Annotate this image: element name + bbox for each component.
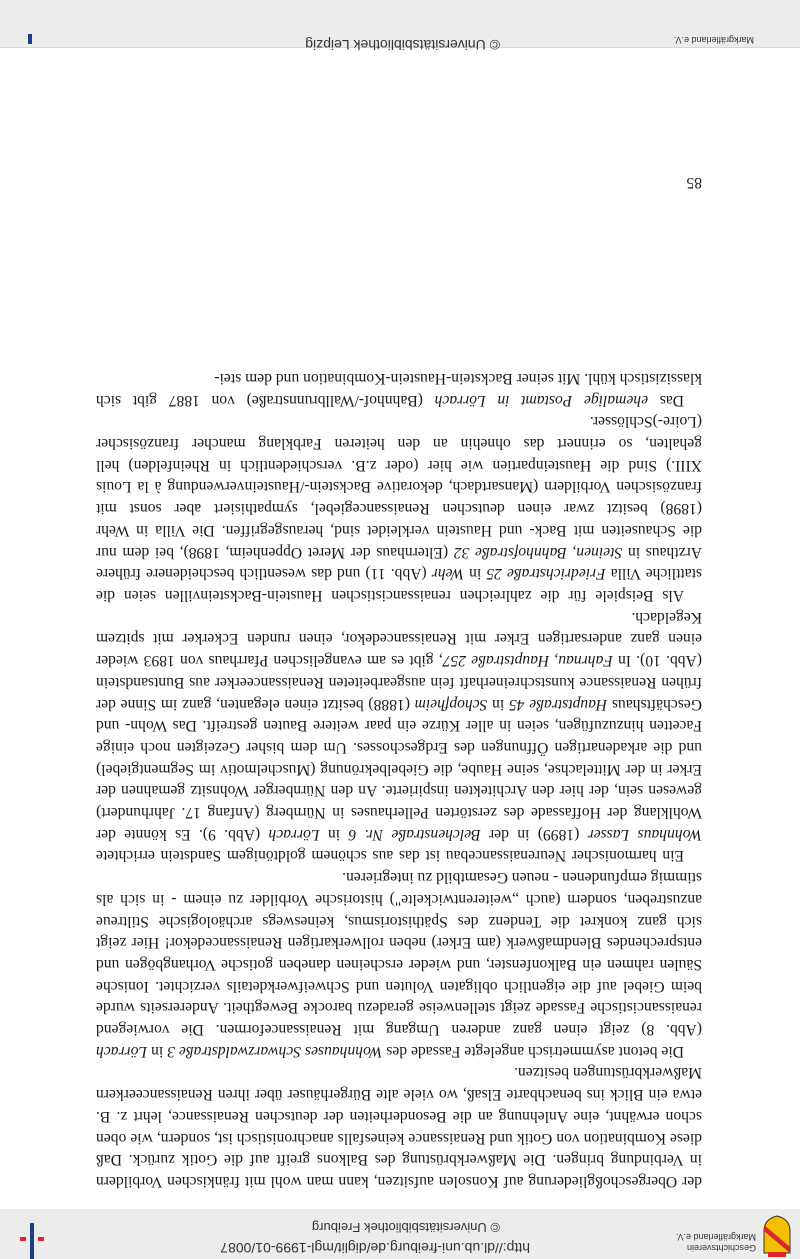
copyright-leipzig: © Universitätsbibliothek Leipzig (305, 37, 500, 53)
partner-name-line-2: Markgräflerland e.V. (675, 1232, 756, 1242)
document-body (96, 367, 702, 1192)
paragraph-5: Das ehemalige Postamt in Lörrach (Bahnhof-/Wallbrunnstraße) von 1887 gibt sich klassizistisch kühl. Mit seiner Backstein-Haustein-Kombination und dem stei- (95, 369, 702, 409)
header-bar (0, 1209, 800, 1259)
paragraph-2: Die betont asymmetrisch angelegte Fassade des Wohnhauses Schwarzwaldstraße 3 in Lörrach (Abb. 8) zeigt einen ganz anderen Umgang mit Renaissanceformen. Die vorwiegend renaissancistische Fassade zeigt stellenweise geradezu barocke Bewegtheit. Andererseits wurde beim Giebel auf die eigentlich obligaten Voluten und Schweifwerkdetails verzichtet. Ionische Säulen rahmen ein Balkonfenster, und wieder erscheinen daneben gotische Vorhangbögen und entsprechendes Blendmaßwerk (am Erker) neben rollwerkartigen Renaissancedekor! Hier zeigt sich ganz konkret die Tendenz des Späthistorismus, keineswegs archäologische Stiltreue anzustreben, sondern (auch „weiterentwickelte") historische Vorbilder zu einem - in sich als stimmig empfundenen - neuen Gesamtbild zu integrieren. (96, 869, 702, 1060)
page-number: 85 (686, 174, 702, 191)
scale-bar-icon-bottom (20, 29, 40, 47)
paragraph-3: Ein harmonischer Neurenaissancebau ist das aus schönem goldtönigem Sandstein errichtete Wohnhaus Lasser (1899) in der Belchenstraße Nr. 6 in Lörrach (Abb. 9). Es könnte der Wohlklang der Hoffassade des zerstörten Pellerhauses in Nürnberg (Anfang 17. Jahrhundert) gewesen sein, der hier den Architekten inspirierte. An den Nürnberger Wohnsitz gemahnen der Erker in der Mittelachse, seine Haube, die Giebelbekrönung (Muschelmotiv im Segmentgiebel) und die arkadenartigen Öffnungen des Erdgeschosses. Um dem bisher Gezeigten noch einige Facetten hinzuzufügen, seien in aller Kürze ein paar weitere Bauten gestreift. Das Wohn- und Geschäftshaus Hauptstraße 45 in Schopfheim (1888) besitzt einen eleganten, ganz im Sinne der frühen Renaissance kunstschreinerhaft fein ausgearbeiteten Renaissanceerker aus Buntsandstein (Abb. 10). In Fahrnau, Hauptstraße 257, gibt es am evangelischen Pfarrhaus von 1893 wieder einen ganz andersartigen Erker mit Renaissancedekor, einen runden Eckerker mit spitzem Kegeldach. (96, 608, 702, 865)
paragraph-4: Als Beispiele für die zahlreichen renaissancistischen Haustein-Backsteinvillen seien die stattliche Villa Friedrichstraße 25 in Wehr (Abb. 11) und das wesentlich bescheidenere frühere Arzthaus in Steinen, Bahnhofstraße 32 (Elternhaus der Meret Oppenheim, 1898), bei dem nur die Schauseiten mit Back- und Haustein verkleidet sind, herausgegriffen. Die Villa in Wehr (1898) besitzt zwar einen deutschen Renaissancegiebel, sympathisiert aber sonst mit französischen Vorbildern (Mansartdach, dekorative Backstein-/Hausteinverwendung à la Louis XIII.) Sind die Hausteinpartien wie hier (oder z.B. verschiedentlich in Rheinfelden) hell gehalten, so erinnert das ohnehin an den heiteren Farbklang mancher französischer (Loire-)Schlösser. (95, 413, 702, 605)
coat-of-arms-logo (762, 1215, 792, 1257)
partner-name-line-1: Geschichtsverein (686, 1243, 756, 1253)
footer-bar (0, 0, 800, 53)
copyright-freiburg: © Universitätsbibliothek Freiburg (311, 1220, 500, 1235)
source-url[interactable]: http://dl.ub.uni-freiburg.de/diglit/mgl-1999-01/0087 (220, 1240, 530, 1256)
paragraph-1: der Obergeschoßgliederung auf Konsolen aufsitzen, kann man wohl mit fränkischen Vorbildern in Verbindung bringen. Die Maßwerkbrüstung des Balkons greift auf die Gotik zurück. Daß diese Kombination von Gotik und Renaissance keinesfalls anachronistisch ist, sondern, wie oben schon erwähnt, eine Anlehnung an die Besonderheiten der deutschen Renaissance, lehrt z. B. etwa ein Blick ins benachbarte Elsaß, wo viele alte Bürgerhäuser über ihren Renaissanceerkern Maßwerkbrüstungen besitzen. (96, 1064, 702, 1190)
scale-bar-icon (8, 1214, 48, 1259)
footer-partner: Markgräflerland e.V. (673, 35, 754, 45)
